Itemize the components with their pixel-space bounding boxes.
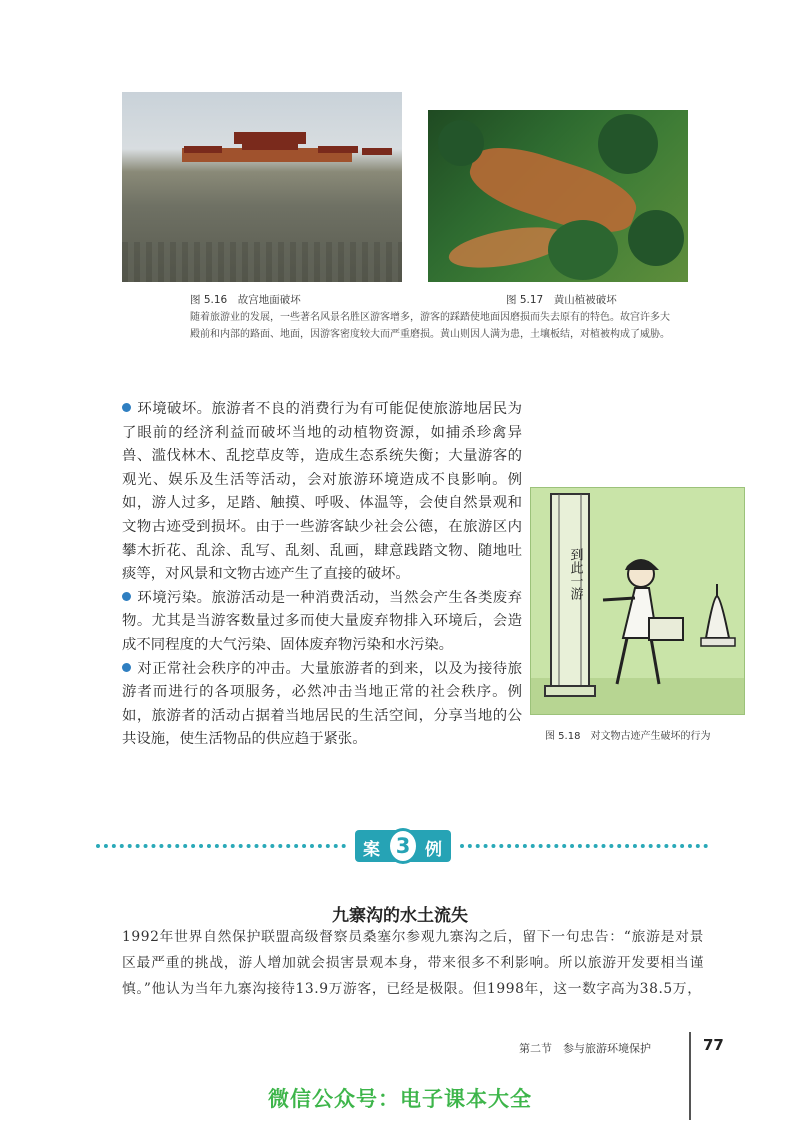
watermark: 微信公众号：电子课本大全: [268, 1087, 532, 1111]
fig517-title: 图 5.17 黄山植被破坏: [506, 294, 617, 306]
body-text: [122, 398, 522, 752]
paragraph-social-order: 对正常社会秩序的冲击。大量旅游者的到来，以及为接待旅游者而进行的各项服务，必然冲击当地正常的社会秩序。例如，旅游者的活动占据着当地居民的生活空间，分享当地的公共设施，使生活物品的供应趋于紧张。: [122, 660, 522, 748]
fig516-title: 图 5.16 故宫地面破坏: [190, 294, 301, 306]
bullet-icon: [122, 663, 131, 672]
case-text: 1992年世界自然保护联盟高级督察员桑塞尔参观九寨沟之后，留下一句忠告：“旅游是对景区最严重的挑战，游人增加就会损害景观本身，带来很多不利影响。所以旅游开发要相当谨慎。”他认为当年九寨沟接待13.9万游客，已经是极限。但1998年，这一数字高为38.5万，: [122, 929, 704, 997]
section-title: 第二节 参与旅游环境保护: [519, 1042, 651, 1055]
graffiti-cartoon-drawing: [531, 488, 745, 715]
huangshan-photo: [428, 110, 688, 282]
case-title: 九寨沟的水土流失: [332, 906, 468, 926]
paragraph-environment-damage: 环境破坏。旅游者不良的消费行为有可能促使旅游地居民为了眼前的经济利益而破坏当地的动植物资源，如捕杀珍禽异兽、滥伐林木、乱挖草皮等，造成生态系统失衡；大量游客的观光、娱乐及生活等活动，会对旅游环境造成不良影响。例如，游人过多，足踏、触摸、呼吸、体温等，会使自然景观和文物古迹受到损坏。由于一些游客缺少社会公德，在旅游区内攀木折花、乱涂、乱写、乱刻、乱画，肆意践踏文物、随地吐痰等，对风景和文物古迹产生了直接的破坏。: [122, 401, 522, 583]
case-char-2: 例: [425, 840, 442, 860]
paragraph-environment-pollution: 环境污染。旅游活动是一种消费活动，当然会产生各类废弃物。尤其是当游客数量过多而使大量废弃物排入环境后，会造成不同程度的大气污染、固体废弃物污染和水污染。: [122, 589, 522, 653]
bullet-icon: [122, 403, 131, 412]
graffiti-cartoon: [530, 487, 745, 715]
dotted-divider: [96, 844, 346, 848]
figure-caption: 随着旅游业的发展，一些著名风景名胜区游客增多，游客的踩踏使地面因磨损而失去原有的特色。故宫许多大殿前和内部的路面、地面，因游客密度较大而严重磨损。黄山则因人满为患，土壤板结，对植被构成了威胁。: [190, 312, 670, 340]
case-char-1: 案: [363, 840, 380, 860]
forbidden-city-photo: [122, 92, 402, 282]
fig518-title: 图 5.18 对文物古迹产生破坏的行为: [545, 731, 711, 742]
case-banner: [96, 826, 708, 866]
graffiti-label: 到此一游: [567, 548, 583, 600]
case-number: 3: [387, 828, 419, 864]
case-badge: [355, 830, 451, 862]
dotted-divider: [460, 844, 708, 848]
page-number: 77: [703, 1036, 724, 1054]
bullet-icon: [122, 592, 131, 601]
